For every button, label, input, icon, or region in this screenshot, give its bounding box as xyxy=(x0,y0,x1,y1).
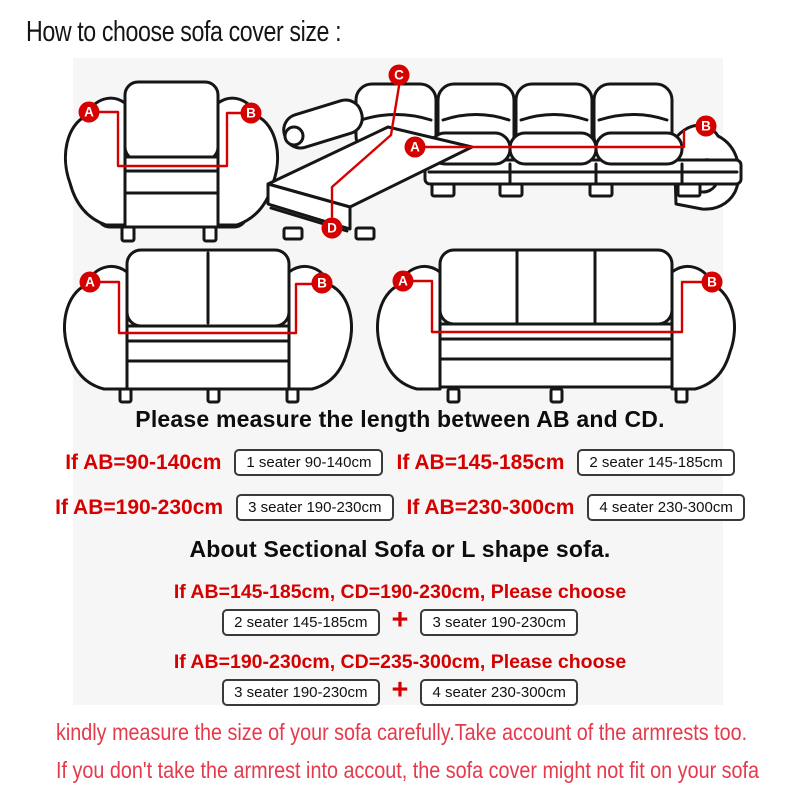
badge-a-sofa3 xyxy=(393,271,414,292)
svg-text:D: D xyxy=(327,220,337,236)
sectional-rule-2-combo xyxy=(0,674,800,706)
badge-d-sectional xyxy=(322,218,343,239)
footnote-line-1: kindly measure the size of your sofa carefully.Take account of the armrests too. xyxy=(56,719,748,745)
sectional-rule-1-condition: If AB=145-185cm, CD=190-230cm, Please choose xyxy=(173,581,627,603)
product-size-box: 3 seater 190-230cm xyxy=(236,494,393,521)
svg-text:B: B xyxy=(707,274,717,290)
condition-label: If AB=230-300cm xyxy=(406,495,575,519)
badge-b-armchair xyxy=(241,103,262,124)
plus-sign: + xyxy=(391,674,409,706)
product-size-box: 4 seater 230-300cm xyxy=(420,679,577,706)
size-chart-row-1 xyxy=(0,449,800,476)
badge-b-loveseat xyxy=(312,273,333,294)
svg-text:A: A xyxy=(85,274,95,290)
svg-text:C: C xyxy=(394,67,404,83)
size-chart-row-2 xyxy=(0,494,800,521)
product-size-box: 3 seater 190-230cm xyxy=(222,679,379,706)
product-size-box: 1 seater 90-140cm xyxy=(234,449,383,476)
product-size-box: 4 seater 230-300cm xyxy=(587,494,744,521)
sectional-rule-1-combo xyxy=(0,604,800,636)
footnote-line-2: If you don't take the armrest into accout, the sofa cover might not fit on your sofa xyxy=(56,757,760,783)
loveseat-drawing xyxy=(64,250,351,402)
svg-text:B: B xyxy=(317,275,327,291)
sectional-heading: About Sectional Sofa or L shape sofa. xyxy=(189,536,611,562)
condition-label: If AB=190-230cm xyxy=(55,495,224,519)
badge-b-sofa3 xyxy=(702,272,723,293)
product-size-box: 2 seater 145-185cm xyxy=(577,449,734,476)
page-title: How to choose sofa cover size : xyxy=(26,16,342,48)
svg-text:A: A xyxy=(84,104,94,120)
sectional-sofa-drawing xyxy=(268,84,741,239)
product-size-box: 2 seater 145-185cm xyxy=(222,609,379,636)
product-size-box: 3 seater 190-230cm xyxy=(420,609,577,636)
badge-b-sectional xyxy=(696,116,717,137)
condition-label: If AB=145-185cm xyxy=(396,450,565,474)
badge-c-sectional xyxy=(389,65,410,86)
sectional-rule-2-condition: If AB=190-230cm, CD=235-300cm, Please choose xyxy=(173,651,627,673)
svg-text:A: A xyxy=(410,139,420,155)
badge-a-loveseat xyxy=(80,272,101,293)
plus-sign: + xyxy=(391,604,409,636)
svg-text:B: B xyxy=(701,118,711,134)
condition-label: If AB=90-140cm xyxy=(65,450,222,474)
badge-a-armchair xyxy=(79,102,100,123)
badge-a-sectional xyxy=(405,137,426,158)
measure-heading: Please measure the length between AB and CD. xyxy=(135,406,665,432)
svg-text:B: B xyxy=(246,105,256,121)
svg-text:A: A xyxy=(398,273,408,289)
